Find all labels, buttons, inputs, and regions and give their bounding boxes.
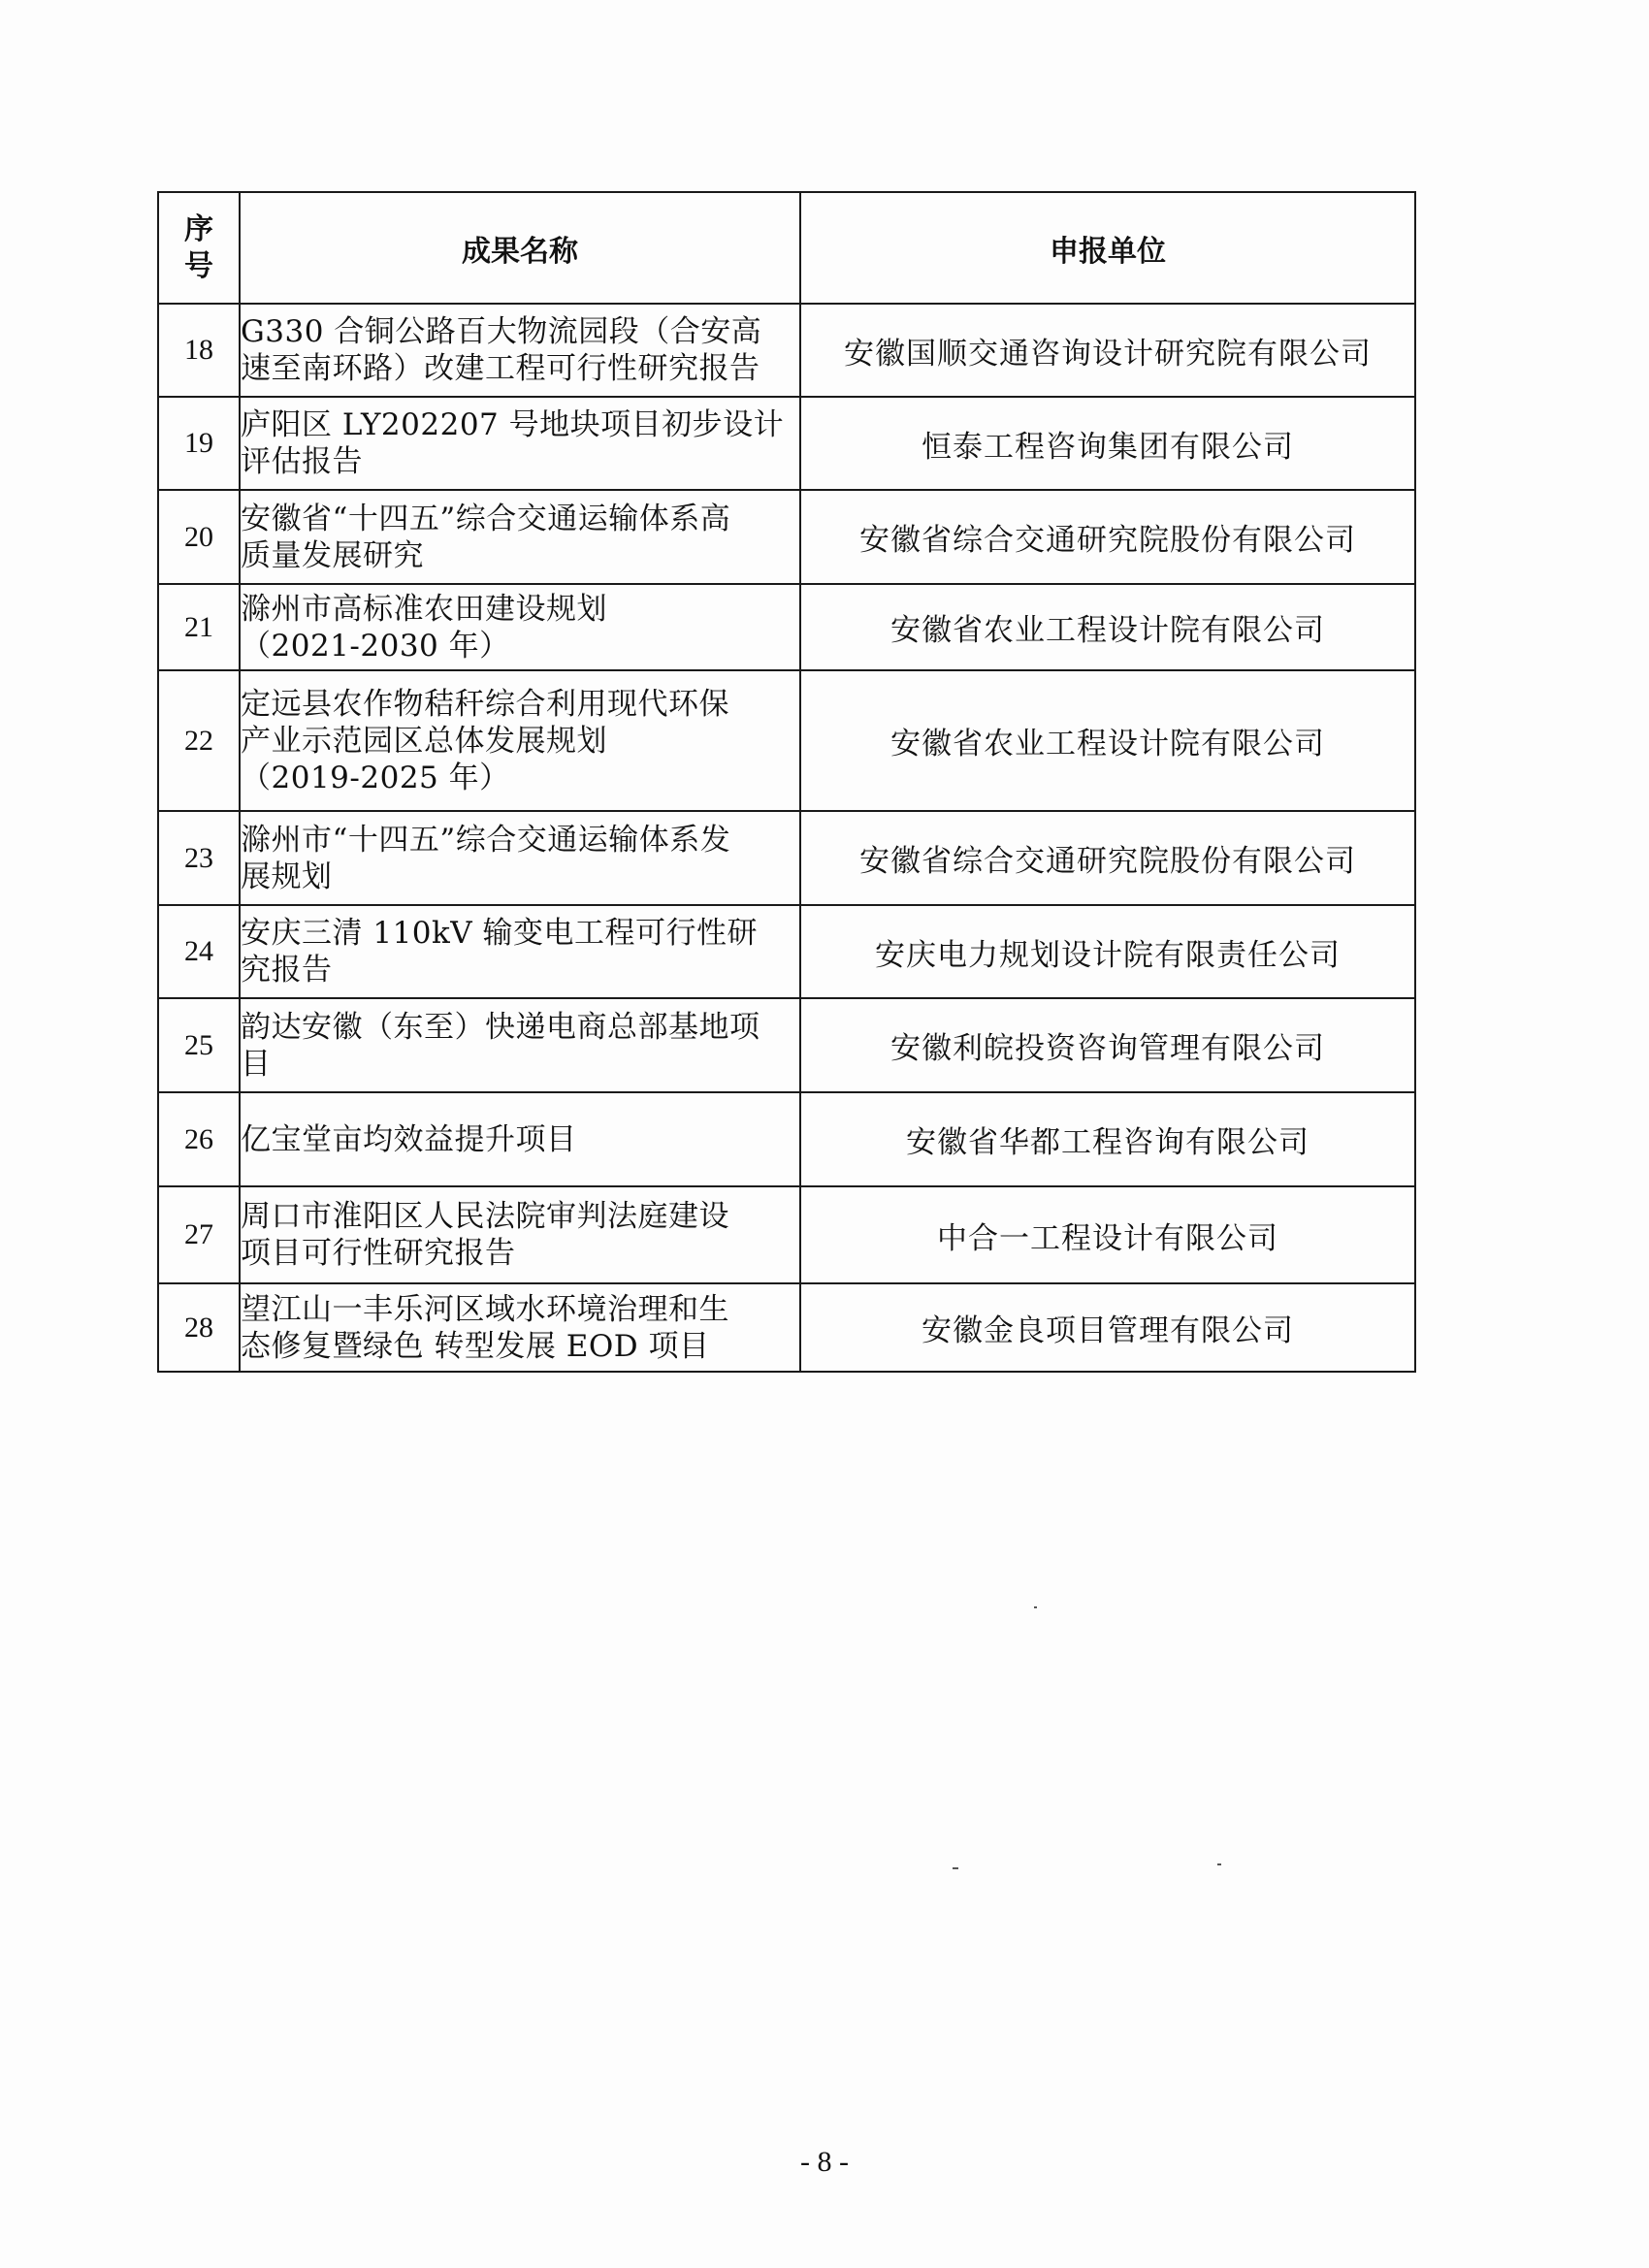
row-applicant-unit: 安徽省综合交通研究院股份有限公司 bbox=[800, 490, 1415, 584]
header-serial-number bbox=[158, 192, 240, 304]
row-applicant-unit: 安庆电力规划设计院有限责任公司 bbox=[800, 905, 1415, 998]
scan-speck bbox=[953, 1867, 958, 1869]
row-result-name bbox=[240, 1092, 800, 1186]
header-applicant-unit: 申报单位 bbox=[800, 192, 1415, 304]
row-serial-number: 20 bbox=[158, 490, 240, 584]
row-result-name bbox=[240, 397, 800, 490]
row-applicant-unit: 安徽省综合交通研究院股份有限公司 bbox=[800, 811, 1415, 905]
table-row bbox=[158, 584, 1415, 670]
row-serial-number: 26 bbox=[158, 1092, 240, 1186]
row-serial-number: 28 bbox=[158, 1283, 240, 1372]
row-result-name-line: 安徽省“十四五”综合交通运输体系高 bbox=[241, 501, 731, 536]
row-result-name-line: 目 bbox=[241, 1046, 272, 1082]
row-applicant-unit: 中合一工程设计有限公司 bbox=[800, 1186, 1415, 1283]
table-row bbox=[158, 998, 1415, 1092]
row-result-name-line: G330 合铜公路百大物流园段（合安高 bbox=[241, 314, 762, 349]
row-result-name-line: 产业示范园区总体发展规划 bbox=[241, 723, 607, 759]
row-result-name bbox=[240, 584, 800, 670]
row-result-name-line: 态修复暨绿色 转型发展 EOD 项目 bbox=[241, 1328, 710, 1364]
row-result-name-line: 项目可行性研究报告 bbox=[241, 1236, 516, 1271]
row-result-name-line: 望江山一丰乐河区域水环境治理和生 bbox=[241, 1291, 729, 1327]
row-serial-number: 23 bbox=[158, 811, 240, 905]
row-applicant-unit: 安徽利皖投资咨询管理有限公司 bbox=[800, 998, 1415, 1092]
header-serial-number-line2: 号 bbox=[184, 248, 213, 283]
row-applicant-unit: 安徽金良项目管理有限公司 bbox=[800, 1283, 1415, 1372]
row-serial-number: 24 bbox=[158, 905, 240, 998]
row-result-name bbox=[240, 811, 800, 905]
row-result-name-line: 评估报告 bbox=[241, 444, 363, 479]
table-row bbox=[158, 811, 1415, 905]
table-row bbox=[158, 905, 1415, 998]
row-result-name bbox=[240, 304, 800, 397]
table-row bbox=[158, 1283, 1415, 1372]
row-result-name-line: 究报告 bbox=[241, 953, 333, 988]
table-row bbox=[158, 1092, 1415, 1186]
row-result-name bbox=[240, 1186, 800, 1283]
row-result-name-line: 庐阳区 LY202207 号地块项目初步设计 bbox=[241, 407, 785, 442]
row-result-name-line: 速至南环路）改建工程可行性研究报告 bbox=[241, 351, 760, 386]
results-table bbox=[157, 191, 1416, 1373]
header-serial-number-line1: 序 bbox=[184, 211, 213, 246]
row-result-name bbox=[240, 670, 800, 811]
row-serial-number: 27 bbox=[158, 1186, 240, 1283]
page-number: - 8 - bbox=[800, 2146, 849, 2178]
row-result-name bbox=[240, 905, 800, 998]
row-result-name-line: （2019-2025 年） bbox=[241, 760, 510, 795]
header-result-name: 成果名称 bbox=[240, 192, 800, 304]
table-header-row bbox=[158, 192, 1415, 304]
row-result-name bbox=[240, 998, 800, 1092]
scan-speck bbox=[1034, 1606, 1037, 1608]
row-result-name-line: 质量发展研究 bbox=[241, 537, 424, 573]
scan-speck bbox=[1217, 1863, 1221, 1865]
table-row bbox=[158, 670, 1415, 811]
table-row bbox=[158, 1186, 1415, 1283]
row-result-name bbox=[240, 1283, 800, 1372]
row-serial-number: 25 bbox=[158, 998, 240, 1092]
table-row bbox=[158, 304, 1415, 397]
row-applicant-unit: 安徽省农业工程设计院有限公司 bbox=[800, 670, 1415, 811]
row-result-name-line: 亿宝堂亩均效益提升项目 bbox=[241, 1121, 577, 1157]
table-row bbox=[158, 490, 1415, 584]
row-serial-number: 18 bbox=[158, 304, 240, 397]
row-result-name-line: 安庆三清 110kV 输变电工程可行性研 bbox=[241, 916, 759, 951]
row-serial-number: 21 bbox=[158, 584, 240, 670]
row-result-name-line: 定远县农作物秸秆综合利用现代环保 bbox=[241, 686, 729, 722]
table-body bbox=[158, 304, 1415, 1372]
row-result-name-line: （2021-2030 年） bbox=[241, 628, 510, 664]
row-applicant-unit: 安徽国顺交通咨询设计研究院有限公司 bbox=[800, 304, 1415, 397]
row-result-name-line: 展规划 bbox=[241, 859, 333, 894]
row-applicant-unit: 安徽省农业工程设计院有限公司 bbox=[800, 584, 1415, 670]
row-applicant-unit: 恒泰工程咨询集团有限公司 bbox=[800, 397, 1415, 490]
row-serial-number: 22 bbox=[158, 670, 240, 811]
row-result-name-line: 韵达安徽（东至）快递电商总部基地项 bbox=[241, 1009, 760, 1045]
row-serial-number: 19 bbox=[158, 397, 240, 490]
table-row bbox=[158, 397, 1415, 490]
row-result-name-line: 滁州市“十四五”综合交通运输体系发 bbox=[241, 822, 731, 858]
row-result-name-line: 滁州市高标准农田建设规划 bbox=[241, 591, 607, 627]
row-result-name bbox=[240, 490, 800, 584]
row-applicant-unit: 安徽省华都工程咨询有限公司 bbox=[800, 1092, 1415, 1186]
row-result-name-line: 周口市淮阳区人民法院审判法庭建设 bbox=[241, 1199, 729, 1234]
